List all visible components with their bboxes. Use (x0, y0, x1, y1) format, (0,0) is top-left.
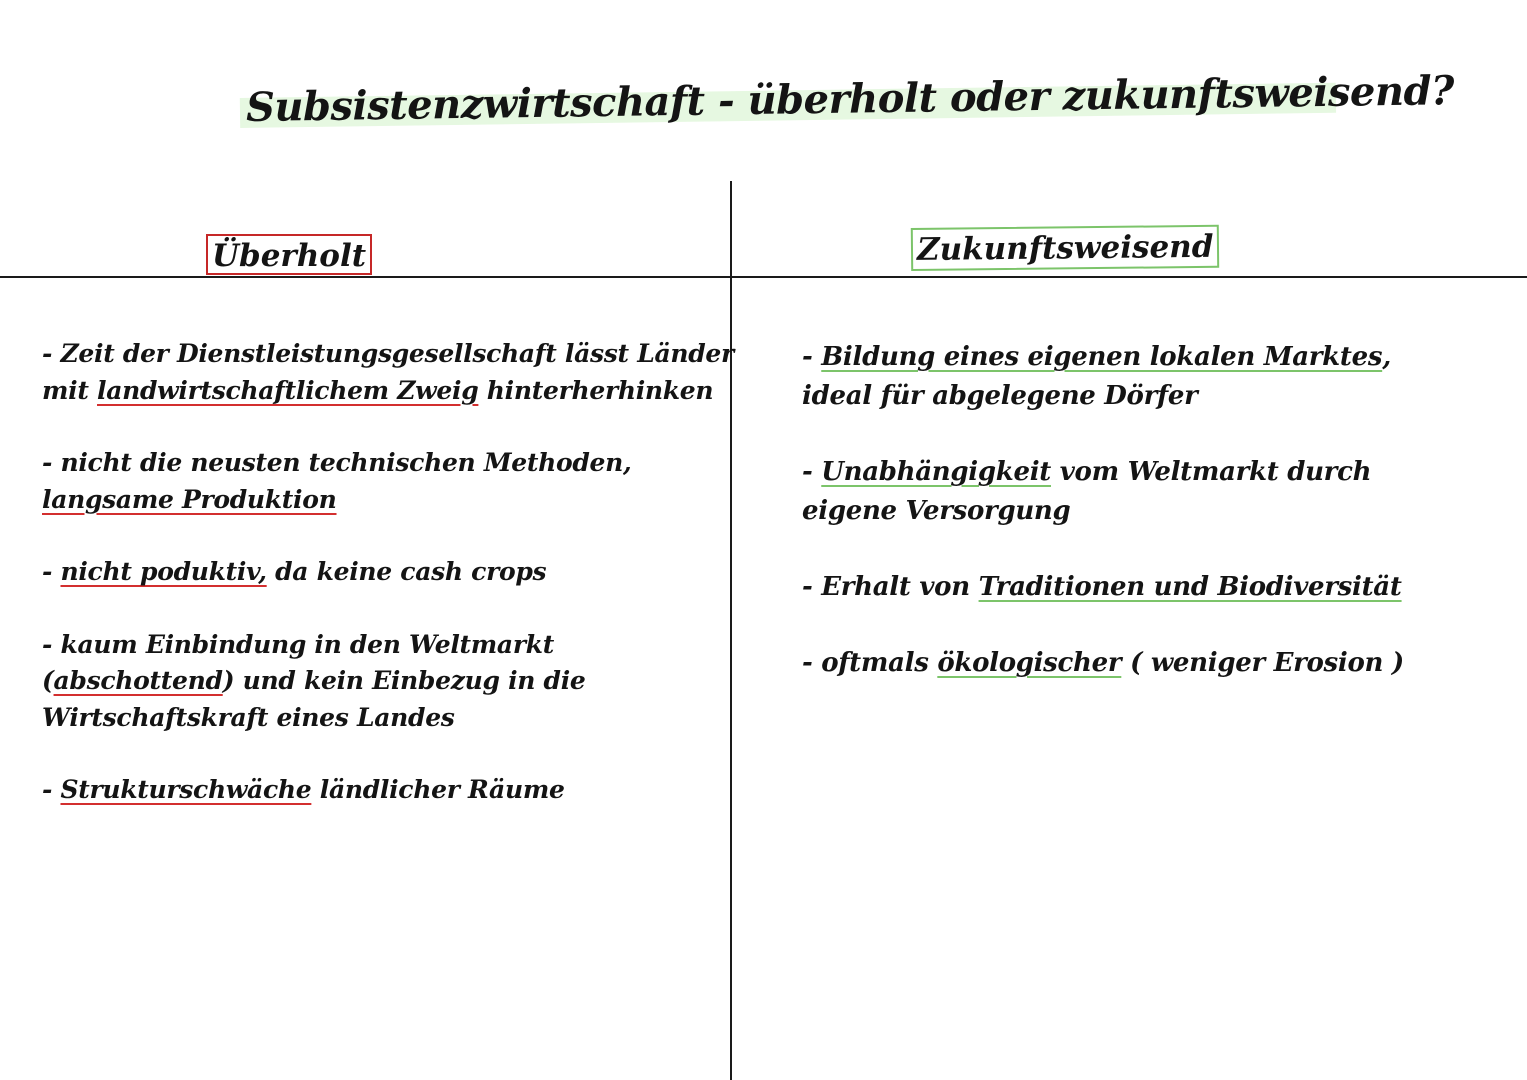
item-line: mit landwirtschaftlichem Zweig hinterherhinken (42, 375, 714, 405)
ueberholt-list (42, 336, 734, 845)
item-line: - oftmals ökologischer ( weniger Erosion ) (802, 648, 1404, 678)
item-line: - nicht die neusten technischen Methoden, (42, 448, 632, 477)
zukunftsweisend-list (802, 338, 1502, 720)
item-line: - Zeit der Dienstleistungsgesellschaft lässt Länder (42, 339, 734, 368)
item-line: - Unabhängigkeit vom Weltmarkt durch (802, 457, 1372, 487)
item-line: - Erhalt von Traditionen und Biodiversität (802, 572, 1402, 602)
list-item (42, 445, 722, 518)
underlined-keyword: abschottend (53, 666, 223, 695)
list-item (802, 644, 1502, 683)
underlined-keyword: langsame Produktion (42, 484, 337, 514)
underlined-keyword: Bildung eines eigenen lokalen Marktes (821, 342, 1383, 372)
list-item (42, 772, 722, 809)
list-item (42, 627, 722, 737)
item-line: eigene Versorgung (802, 496, 1071, 526)
item-line: - kaum Einbindung in den Weltmarkt (42, 629, 554, 659)
item-line: - nicht poduktiv, da keine cash crops (42, 557, 547, 586)
list-item (802, 453, 1502, 531)
column-divider-vertical (730, 181, 732, 1080)
underlined-keyword: nicht poduktiv, (60, 557, 267, 586)
column-heading-zukunftsweisend: Zukunftsweisend (911, 225, 1220, 271)
underlined-keyword: Traditionen und Biodiversität (978, 572, 1402, 602)
page-title: Subsistenzwirtschaft - überholt oder zukunftsweisend? (245, 67, 1455, 131)
item-line (42, 482, 722, 519)
underlined-keyword: Strukturschwäche (60, 775, 312, 804)
underlined-keyword: ökologischer (937, 648, 1122, 678)
underlined-keyword: landwirtschaftlichem Zweig (97, 375, 479, 405)
list-item (802, 338, 1502, 416)
column-heading-ueberholt: Überholt (206, 234, 372, 275)
item-line: ideal für abgelegene Dörfer (802, 381, 1198, 411)
item-line: (abschottend) und kein Einbezug in die (42, 666, 586, 695)
header-divider-horizontal (0, 276, 1527, 278)
list-item (42, 554, 722, 591)
item-line: - Bildung eines eigenen lokalen Marktes, (802, 342, 1391, 372)
list-item (802, 568, 1502, 607)
item-line: - Strukturschwäche ländlicher Räume (42, 775, 565, 804)
underlined-keyword: Unabhängigkeit (821, 457, 1051, 487)
item-line: Wirtschaftskraft eines Landes (42, 702, 455, 732)
list-item (42, 336, 734, 409)
